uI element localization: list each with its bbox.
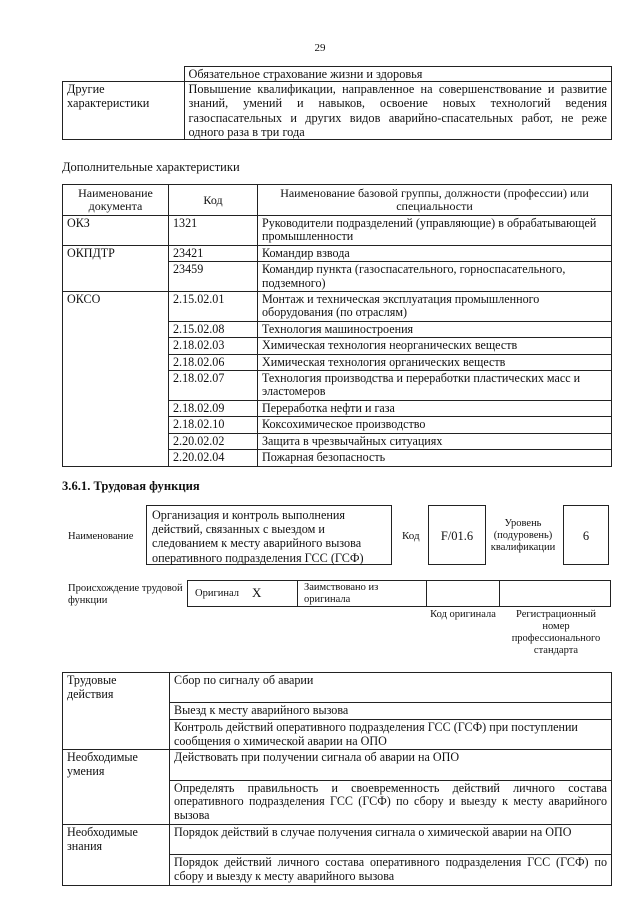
insurance-cell: Обязательное страхование жизни и здоровья [184,67,612,82]
duties-table [62,672,612,886]
original-box [187,580,298,607]
name-cell: Коксохимическое производство [258,417,612,433]
table-row [63,262,612,292]
item-cell: Порядок действий личного состава оперативного подразделения ГСС (ГСФ) по сбору и выезду к месту аварийного вызова [170,855,612,886]
name-label: Наименование [68,531,134,542]
original-label: Оригинал [195,588,239,599]
table-row [63,719,612,750]
table-row [63,354,612,370]
table-row [63,417,612,433]
code-cell: 2.18.02.03 [169,338,258,354]
code-cell: 2.18.02.07 [169,371,258,401]
table-row [63,433,612,449]
reg-number-label: Регистрационный номер профессионального стандарта [511,609,601,656]
table-row [63,450,612,466]
origin-label: Происхождение трудовой функции [68,583,183,606]
original-mark: X [252,585,262,600]
code-cell: 2.18.02.10 [169,417,258,433]
table-row [63,371,612,401]
item-cell: Контроль действий оперативного подразделения ГСС (ГСФ) при поступлении сообщения о химической аварии на ОПО [170,719,612,750]
additional-characteristics-title: Дополнительные характеристики [62,160,240,174]
page-number: 29 [314,42,326,54]
doc-cell: ОКПДТР [63,245,169,261]
item-cell: Выезд к месту аварийного вызова [170,703,612,720]
code-cell: 23459 [169,262,258,292]
additional-characteristics-table [62,184,612,467]
table-row [63,703,612,720]
function-code-box: F/01.6 [428,505,486,565]
origin-code-label: Код оригинала [430,609,496,620]
group-label: Необходимые знания [63,824,170,854]
name-cell: Командир пункта (газоспасательного, горноспасательного, подземного) [258,262,612,292]
table-row [63,292,612,322]
table-row [63,780,612,824]
function-name-box: Организация и контроль выполнения действий, связанных с выездом и следованием к месту аварийного вызова оперативного подразделения ГСС (ГСФ) [146,505,392,565]
doc-cell: ОКСО [63,292,169,322]
code-label: Код [402,530,420,542]
code-cell: 2.20.02.02 [169,433,258,449]
name-cell: Руководители подразделений (управляющие) в обрабатывающей промышленности [258,216,612,246]
name-cell: Защита в чрезвычайных ситуациях [258,433,612,449]
doc-cell: ОКЗ [63,216,169,246]
name-cell: Пожарная безопасность [258,450,612,466]
item-cell: Порядок действий в случае получения сигнала о химической аварии на ОПО [170,824,612,854]
table-row [63,321,612,337]
code-cell: 2.18.02.09 [169,400,258,416]
table-row [63,400,612,416]
reg-number-box [499,580,611,607]
code-cell: 2.18.02.06 [169,354,258,370]
qualification-level-box: 6 [563,505,609,565]
header-group-name: Наименование базовой группы, должности (профессии) или специальности [258,185,612,216]
code-cell: 2.20.02.04 [169,450,258,466]
name-cell: Технология производства и переработки пластических масс и эластомеров [258,371,612,401]
item-cell: Определять правильность и своевременность действий личного состава оперативного подразделения ГСС (ГСФ) по сбору и выезду к месту аварийного вызова [170,780,612,824]
name-cell: Химическая технология органических веществ [258,354,612,370]
name-cell: Переработка нефти и газа [258,400,612,416]
table-row [63,824,612,854]
section-title: 3.6.1. Трудовая функция [62,479,200,493]
table-row [63,855,612,886]
name-cell: Химическая технология неорганических веществ [258,338,612,354]
borrowed-box: Заимствовано из оригинала [297,580,427,607]
name-cell: Технология машиностроения [258,321,612,337]
table-row [63,750,612,780]
code-cell: 1321 [169,216,258,246]
code-cell: 23421 [169,245,258,261]
table-row [63,338,612,354]
table-row [63,216,612,246]
header-document: Наименование документа [63,185,169,216]
code-cell: 2.15.02.01 [169,292,258,322]
name-cell: Командир взвода [258,245,612,261]
other-characteristics-table [62,66,612,140]
table-row [63,673,612,703]
item-cell: Действовать при получении сигнала об аварии на ОПО [170,750,612,780]
other-characteristics-label: Другие характеристики [63,82,185,140]
origin-code-box [426,580,500,607]
group-label: Трудовые действия [63,673,170,703]
table-row [63,245,612,261]
name-cell: Монтаж и техническая эксплуатация промышленного оборудования (по отраслям) [258,292,612,322]
item-cell: Сбор по сигналу об аварии [170,673,612,703]
group-label: Необходимые умения [63,750,170,780]
qualification-level-label: Уровень (подуровень) квалификации [490,518,556,553]
other-characteristics-text: Повышение квалификации, направленное на совершенствование и развитие знаний, умений и навыков, освоение новых технологий ведения газоспасательных и других видов аварийно-спасательных работ, не реже одного раза в три года [184,82,612,140]
header-code: Код [169,185,258,216]
code-cell: 2.15.02.08 [169,321,258,337]
